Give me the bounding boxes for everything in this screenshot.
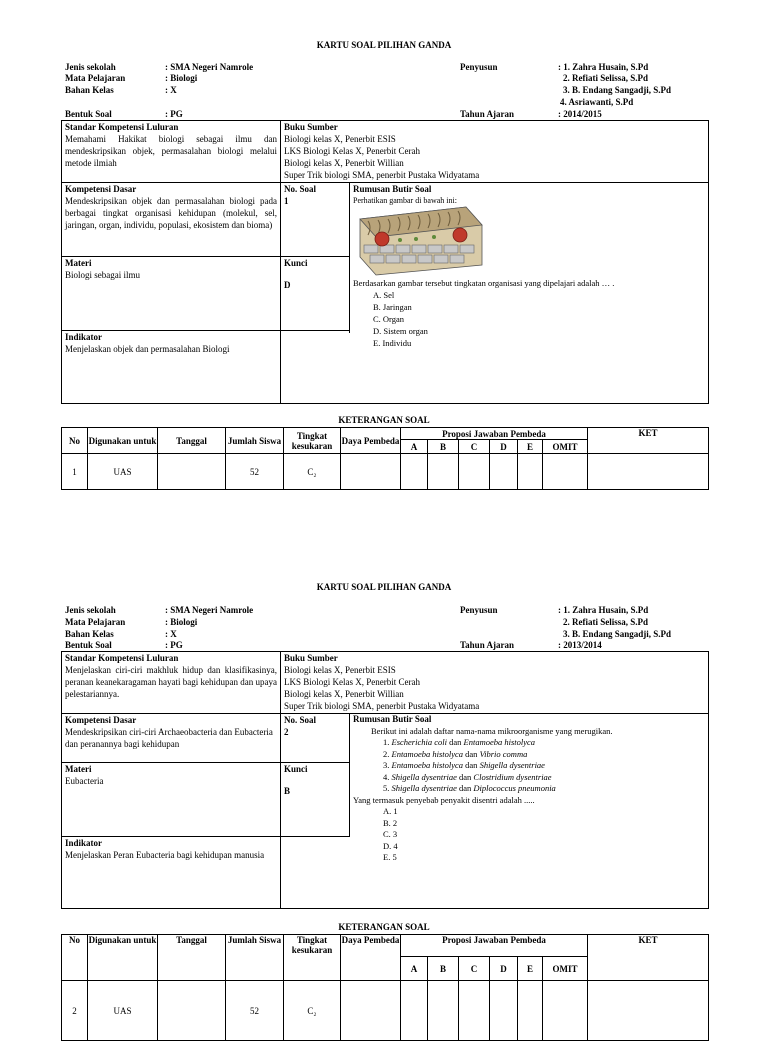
materi-cell — [65, 763, 277, 787]
kunci-value: B — [284, 786, 291, 796]
keterangan-title: KETERANGAN SOAL — [338, 922, 430, 932]
row-no: 2 — [62, 981, 88, 1041]
col-omit: OMIT — [543, 957, 588, 981]
col-c: C — [459, 440, 490, 454]
kd-text: Mendeskripsikan objek dan permasalahan biologi pada berbagai tingkat organisasi kehidupan (molekul, sel, jaringan, organ, individu, populasi, ekosistem dan bioma) — [65, 196, 277, 230]
rumusan-cell — [353, 714, 707, 864]
skl-cell — [65, 121, 277, 169]
col-d: D — [490, 440, 518, 454]
mata-pelajaran-label: Mata Pelajaran — [65, 617, 126, 627]
col-jumlah: Jumlah Siswa — [226, 428, 284, 454]
option-c: C. Organ — [373, 314, 405, 324]
kd-title: Kompetensi Dasar — [65, 184, 137, 194]
kunci-title: Kunci — [284, 764, 308, 774]
bentuk-soal-label: Bentuk Soal — [65, 109, 112, 119]
option-b: B. Jaringan — [373, 302, 412, 312]
penyusun-3: 3. B. Endang Sangadji, S.Pd — [563, 629, 672, 639]
buku-sumber-4: Super Trik biologi SMA, penerbit Pustaka Widyatama — [284, 170, 480, 180]
option-a: A. 1 — [383, 806, 398, 816]
tahun-ajaran-value: : 2013/2014 — [558, 640, 602, 650]
penyusun-label: Penyusun — [460, 605, 498, 615]
kunci-cell — [284, 257, 346, 291]
option-c: C. 3 — [383, 829, 398, 839]
list-item: 4. Shigella dysentriae dan Clostridium dysentriae — [383, 771, 552, 782]
no-soal-value: 1 — [284, 196, 289, 206]
jenis-sekolah-label: Jenis sekolah — [65, 605, 116, 615]
card-title: KARTU SOAL PILIHAN GANDA — [316, 582, 452, 592]
buku-sumber-3: Biologi kelas X, Penerbit Willian — [284, 689, 404, 699]
no-soal-cell — [284, 714, 346, 738]
buku-sumber-2: LKS Biologi Kelas X, Penerbit Cerah — [284, 146, 420, 156]
options-list — [353, 806, 707, 864]
option-a: A. Sel — [373, 290, 395, 300]
col-b: B — [428, 957, 459, 981]
row-tingkat: C₂ — [284, 454, 341, 490]
col-a: A — [401, 440, 428, 454]
option-d: D. Sistem organ — [373, 326, 428, 336]
bahan-kelas-value: : X — [165, 629, 177, 639]
row-jumlah: 52 — [226, 454, 284, 490]
table-row — [62, 981, 709, 1041]
keterangan-title: KETERANGAN SOAL — [338, 415, 430, 425]
question-intro: Perhatikan gambar di bawah ini: — [353, 196, 457, 205]
jenis-sekolah-label: Jenis sekolah — [65, 62, 116, 72]
buku-sumber-cell — [284, 652, 704, 712]
indikator-cell — [65, 331, 277, 355]
mata-pelajaran-value: : Biologi — [165, 73, 198, 83]
buku-sumber-3: Biologi kelas X, Penerbit Willian — [284, 158, 404, 168]
col-digunakan: Digunakan untuk — [88, 428, 158, 454]
keterangan-table — [61, 934, 709, 1041]
kompetensi-dasar-cell — [65, 183, 277, 231]
mata-pelajaran-value: : Biologi — [165, 617, 198, 627]
skl-cell — [65, 652, 277, 700]
row-digunakan: UAS — [88, 981, 158, 1041]
buku-sumber-2: LKS Biologi Kelas X, Penerbit Cerah — [284, 677, 420, 687]
col-c: C — [459, 957, 490, 981]
buku-sumber-title: Buku Sumber — [284, 122, 338, 132]
question-text: Berdasarkan gambar tersebut tingkatan organisasi yang dipelajari adalah … . — [353, 278, 615, 288]
penyusun-3: 3. B. Endang Sangadji, S.Pd — [563, 85, 672, 95]
materi-title: Materi — [65, 764, 92, 774]
col-tanggal: Tanggal — [158, 935, 226, 981]
row-jumlah: 52 — [226, 981, 284, 1041]
materi-cell — [65, 257, 277, 281]
skl-text: Menjelaskan ciri-ciri makhluk hidup dan klasifikasinya, peranan keanekaragaman hayati bagi kehidupan dan upaya pelestariannya. — [65, 665, 277, 699]
kunci-cell — [284, 763, 346, 797]
jenis-sekolah-value: : SMA Negeri Namrole — [165, 605, 254, 615]
list-item: 1. Escherichia coli dan Entamoeba histolyca — [383, 737, 536, 747]
option-e: E. Individu — [373, 338, 412, 348]
col-digunakan: Digunakan untuk — [88, 935, 158, 981]
tahun-ajaran-label: Tahun Ajaran — [460, 640, 514, 650]
rumusan-title: Rumusan Butir Soal — [353, 714, 432, 724]
col-e: E — [518, 957, 543, 981]
bentuk-soal-value: : PG — [165, 640, 183, 650]
bahan-kelas-value: : X — [165, 85, 177, 95]
penyusun-1: : 1. Zahra Husain, S.Pd — [558, 62, 649, 72]
keterangan-table — [61, 427, 709, 490]
no-soal-cell — [284, 183, 346, 207]
kunci-title: Kunci — [284, 258, 308, 268]
penyusun-2: 2. Refiati Selissa, S.Pd — [563, 73, 649, 83]
row-digunakan: UAS — [88, 454, 158, 490]
row-tingkat: C₂ — [284, 981, 341, 1041]
rumusan-cell — [353, 183, 705, 207]
buku-sumber-1: Biologi kelas X, Penerbit ESIS — [284, 665, 396, 675]
col-ket: KET — [588, 428, 709, 454]
col-tingkat: Tingkat kesukaran — [284, 428, 341, 454]
col-daya: Daya Pembeda — [341, 428, 401, 454]
tissue-illustration — [356, 205, 486, 277]
skl-text: Memahami Hakikat biologi sebagai ilmu dan mendeskripsikan objek, permasalahan biologi melalui metode ilmiah — [65, 134, 277, 168]
materi-title: Materi — [65, 258, 92, 268]
indikator-value: Menjelaskan objek dan permasalahan Biologi — [65, 344, 230, 354]
kunci-value: D — [284, 280, 291, 290]
question-intro: Berikut ini adalah daftar nama-nama mikroorganisme yang merugikan. — [371, 725, 613, 736]
table-row — [62, 454, 709, 490]
list-item: 2. Entamoeba histolyca dan Vibrio comma — [383, 748, 528, 759]
options-list — [353, 289, 705, 349]
materi-value: Eubacteria — [65, 776, 104, 786]
jenis-sekolah-value: : SMA Negeri Namrole — [165, 62, 254, 72]
penyusun-2: 2. Refiati Selissa, S.Pd — [563, 617, 649, 627]
col-jumlah: Jumlah Siswa — [226, 935, 284, 981]
indikator-value: Menjelaskan Peran Eubacteria bagi kehidupan manusia — [65, 850, 265, 860]
indikator-cell — [65, 837, 277, 861]
no-soal-title: No. Soal — [284, 715, 317, 725]
list-item: 3. Entamoeba histolyca dan Shigella dysentriae — [383, 760, 545, 770]
bahan-kelas-label: Bahan Kelas — [65, 85, 114, 95]
skl-title: Standar Kompetensi Luluran — [65, 122, 179, 132]
penyusun-4: 4. Asriawanti, S.Pd — [560, 97, 634, 107]
tahun-ajaran-value: : 2014/2015 — [558, 109, 602, 119]
bentuk-soal-label: Bentuk Soal — [65, 640, 112, 650]
col-tanggal: Tanggal — [158, 428, 226, 454]
kompetensi-dasar-cell — [65, 714, 277, 750]
col-no: No — [62, 935, 88, 981]
col-b: B — [428, 440, 459, 454]
buku-sumber-cell — [284, 121, 704, 181]
col-proporsi: Proposi Jawaban Pembeda — [401, 428, 588, 440]
option-d: D. 4 — [383, 840, 398, 851]
option-e: E. 5 — [383, 852, 397, 862]
rumusan-title: Rumusan Butir Soal — [353, 184, 432, 194]
penyusun-label: Penyusun — [460, 62, 498, 72]
list-item: 5. Shigella dysentriae dan Diplococcus pneumonia — [383, 783, 556, 793]
buku-sumber-4: Super Trik biologi SMA, penerbit Pustaka Widyatama — [284, 701, 480, 711]
skl-title: Standar Kompetensi Luluran — [65, 653, 179, 663]
mata-pelajaran-label: Mata Pelajaran — [65, 73, 126, 83]
option-b: B. 2 — [383, 817, 398, 828]
question-text: Yang termasuk penyebab penyakit disentri adalah ..... — [353, 794, 535, 805]
no-soal-value: 2 — [284, 727, 289, 737]
organism-list — [353, 737, 707, 795]
col-daya: Daya Pembeda — [341, 935, 401, 981]
buku-sumber-title: Buku Sumber — [284, 653, 338, 663]
tahun-ajaran-label: Tahun Ajaran — [460, 109, 514, 119]
indikator-title: Indikator — [65, 332, 103, 342]
bentuk-soal-value: : PG — [165, 109, 183, 119]
bahan-kelas-label: Bahan Kelas — [65, 629, 114, 639]
col-no: No — [62, 428, 88, 454]
col-omit: OMIT — [543, 440, 588, 454]
col-ket: KET — [588, 935, 709, 981]
card-title: KARTU SOAL PILIHAN GANDA — [316, 40, 452, 50]
buku-sumber-1: Biologi kelas X, Penerbit ESIS — [284, 134, 396, 144]
col-d: D — [490, 957, 518, 981]
kd-text: Mendeskripsikan ciri-ciri Archaeobacteria dan Eubacteria dan peranannya bagi kehidupan — [65, 727, 273, 749]
row-no: 1 — [62, 454, 88, 490]
col-tingkat: Tingkat kesukaran — [284, 935, 341, 981]
col-proporsi: Proposi Jawaban Pembeda — [401, 935, 588, 957]
materi-value: Biologi sebagai ilmu — [65, 270, 140, 280]
no-soal-title: No. Soal — [284, 184, 317, 194]
col-a: A — [401, 957, 428, 981]
indikator-title: Indikator — [65, 838, 103, 848]
penyusun-1: : 1. Zahra Husain, S.Pd — [558, 605, 649, 615]
col-e: E — [518, 440, 543, 454]
question-cell — [353, 277, 705, 349]
kd-title: Kompetensi Dasar — [65, 715, 137, 725]
